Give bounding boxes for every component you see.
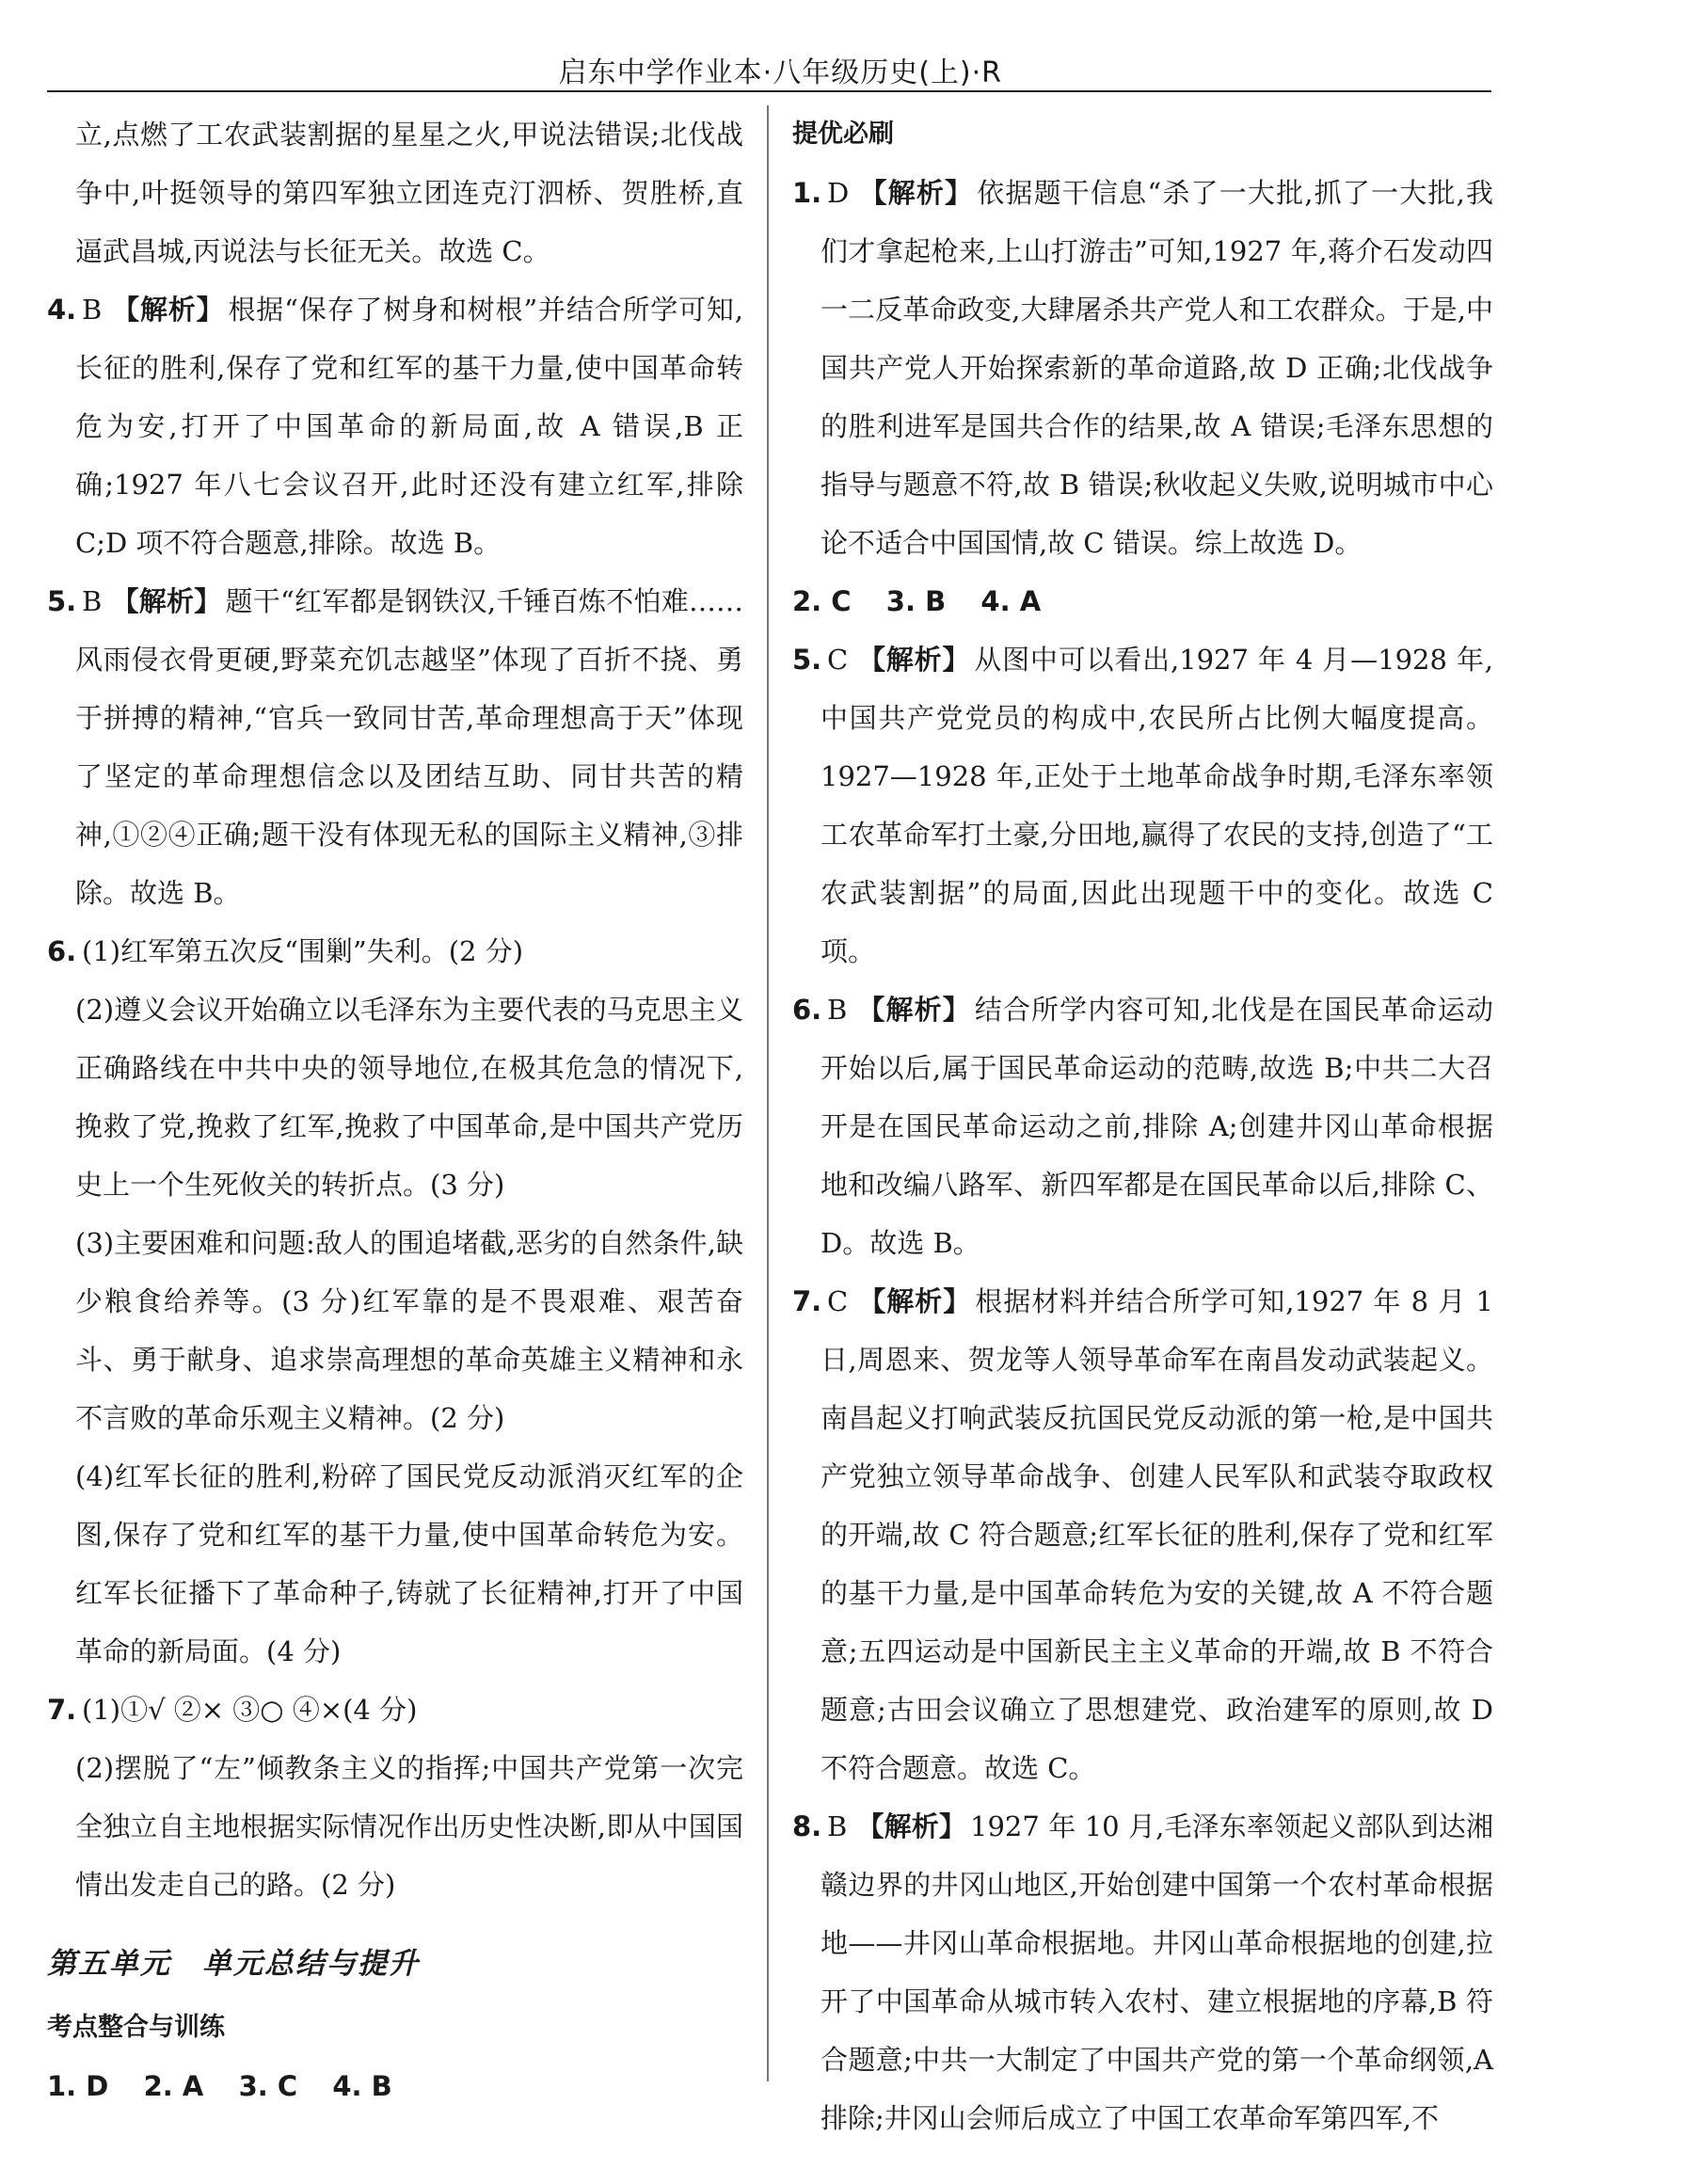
left-column <box>47 105 743 2102</box>
question-6-part-1: 6. (1)红军第五次反“围剿”失利。(2 分) <box>47 935 524 967</box>
answer-letter: B <box>82 585 103 617</box>
analysis-tag: 【解析】 <box>856 994 971 1026</box>
page-header <box>47 47 1491 92</box>
answer-item: 2. C <box>792 585 852 617</box>
analysis-tag: 【解析】 <box>858 177 974 209</box>
analysis-tag: 【解析】 <box>857 1285 972 1317</box>
answer-letter: B <box>82 294 103 326</box>
question-1: 1. D 【解析】 依据题干信息“杀了一大批,抓了一大批,我们才拿起枪来,上山打游击”可知,1927 年,蒋介石发动四一二反革命政变,大肆屠杀共产党人和工农群众。于是,中国共产党人开始探索新的革命道路,故 D 正确;北伐战争的胜利进军是国共合作的结果,故 A 错误;毛泽东思想的指导与题意不符,故 B 错误;秋收起义失败,说明城市中心论不适合中国国情,故 C 错误。综上故选 D。 <box>792 177 1493 559</box>
right-column <box>792 105 1493 2134</box>
answer-item: 4. A <box>980 585 1042 617</box>
analysis-text: 题干“红军都是钢铁汉,千锤百炼不怕难……风雨侵衣骨更硬,野菜充饥志越坚”体现了百折不挠、勇于拼搏的精神,“官兵一致同甘苦,革命理想高于天”体现了坚定的革命理想信念以及团结互助、同甘共苦的精神,①②④正确;题干没有体现无私的国际主义精神,③排除。故选 B。 <box>75 585 743 909</box>
column-divider <box>767 105 769 2081</box>
section-title: 第五单元 单元总结与提升 <box>47 1947 420 1981</box>
analysis-text: 根据“保存了树身和树根”并结合所学可知,长征的胜利,保存了党和红军的基干力量,使中国革命转危为安,打开了中国革命的新局面,故 A 错误,B 正确;1927 年八七会议召开,此时还没有建立红军,排除 C;D 项不符合题意,排除。故选 B。 <box>75 294 743 559</box>
question-5: 5. B 【解析】 题干“红军都是钢铁汉,千锤百炼不怕难……风雨侵衣骨更硬,野菜充饥志越坚”体现了百折不挠、勇于拼搏的精神,“官兵一致同甘苦,革命理想高于天”体现了坚定的革命理想信念以及团结互助、同甘共苦的精神,①②④正确;题干没有体现无私的国际主义精神,③排除。故选 B。 <box>47 585 743 909</box>
question-6-part-2: (2)遵义会议开始确立以毛泽东为主要代表的马克思主义正确路线在中共中央的领导地位,在极其危急的情况下,挽救了党,挽救了红军,挽救了中国革命,是中国共产党历史上一个生死攸关的转折点。(3 分) <box>75 994 743 1201</box>
answer-letter: B <box>827 1810 848 1842</box>
sub-title-advanced: 提优必刷 <box>792 120 894 149</box>
answer-item: 4. B <box>332 2070 392 2102</box>
answer-letter: D <box>827 177 850 209</box>
analysis-tag: 【解析】 <box>111 294 225 326</box>
answer-list <box>47 2057 743 2115</box>
answer-item: 1. D <box>47 2070 109 2102</box>
analysis-text: 根据材料并结合所学可知,1927 年 8 月 1 日,周恩来、贺龙等人领导革命军在南昌发动武装起义。南昌起义打响武装反抗国民党反动派的第一枪,是中国共产党独立领导革命战争、创建人民军队和武装夺取政权的开端,故 C 符合题意;红军长征的胜利,保存了党和红军的基干力量,是中国革命转危为安的关键,故 A 不符合题意;五四运动是中国新民主主义革命的开端,故 B 不符合题意;古田会议确立了思想建党、政治建军的原则,故 D 不符合题意。故选 C。 <box>821 1285 1493 1784</box>
answer-letter: C <box>827 644 849 676</box>
analysis-text: 结合所学内容可知,北伐是在国民革命运动开始以后,属于国民革命运动的范畴,故选 B;中共二大召开是在国民革命运动之前,排除 A;创建井冈山革命根据地和改编八路军、新四军都是在国民革命以后,排除 C、D。故选 B。 <box>821 994 1493 1259</box>
question-7: 7. C 【解析】 根据材料并结合所学可知,1927 年 8 月 1 日,周恩来、贺龙等人领导革命军在南昌发动武装起义。南昌起义打响武装反抗国民党反动派的第一枪,是中国共产党独立领导革命战争、创建人民军队和武装夺取政权的开端,故 C 符合题意;红军长征的胜利,保存了党和红军的基干力量,是中国革命转危为安的关键,故 A 不符合题意;五四运动是中国新民主主义革命的开端,故 B 不符合题意;古田会议确立了思想建党、政治建军的原则,故 D 不符合题意。故选 C。 <box>792 1285 1493 1784</box>
question-4: 4. B 【解析】 根据“保存了树身和树根”并结合所学可知,长征的胜利,保存了党和红军的基干力量,使中国革命转危为安,打开了中国革命的新局面,故 A 错误,B 正确;1927 年八七会议召开,此时还没有建立红军,排除 C;D 项不符合题意,排除。故选 B。 <box>47 294 743 559</box>
answer-list <box>792 572 1493 630</box>
question-6: 6. B 【解析】 结合所学内容可知,北伐是在国民革命运动开始以后,属于国民革命运动的范畴,故选 B;中共二大召开是在国民革命运动之前,排除 A;创建井冈山革命根据地和改编八路军、新四军都是在国民革命以后,排除 C、D。故选 B。 <box>792 994 1493 1259</box>
question-7-part-1: 7. (1)①√ ②× ③○ ④×(4 分) <box>47 1694 418 1726</box>
question-8: 8. B 【解析】 1927 年 10 月,毛泽东率领起义部队到达湘赣边界的井冈山地区,开始创建中国第一个农村革命根据地——井冈山革命根据地。井冈山革命根据地的创建,拉开了中国革命从城市转入农村、建立根据地的序幕,B 符合题意;中共一大制定了中国共产党的第一个革命纲领,A 排除;井冈山会师后成立了中国工农革命军第四军,不 <box>792 1810 1493 2134</box>
analysis-text: 依据题干信息“杀了一大批,抓了一大批,我们才拿起枪来,上山打游击”可知,1927 年,蒋介石发动四一二反革命政变,大肆屠杀共产党人和工农群众。于是,中国共产党人开始探索新的革命道路,故 D 正确;北伐战争的胜利进军是国共合作的结果,故 A 错误;毛泽东思想的指导与题意不符,故 B 错误;秋收起义失败,说明城市中心论不适合中国国情,故 C 错误。综上故选 D。 <box>821 177 1493 559</box>
answer-item: 2. A <box>143 2070 204 2102</box>
question-6-part-3: (3)主要困难和问题:敌人的围追堵截,恶劣的自然条件,缺少粮食给养等。(3 分)红军靠的是不畏艰难、艰苦奋斗、勇于献身、追求崇高理想的革命英雄主义精神和永不言败的革命乐观主义精神。(2 分) <box>75 1227 743 1434</box>
sub-title-training: 考点整合与训练 <box>47 2013 225 2042</box>
analysis-tag: 【解析】 <box>856 1810 967 1842</box>
analysis-tag: 【解析】 <box>111 585 222 617</box>
analysis-tag: 【解析】 <box>857 644 971 676</box>
header-title: 启东中学作业本·八年级历史(上)·R <box>558 56 1002 89</box>
analysis-text: 1927 年 10 月,毛泽东率领起义部队到达湘赣边界的井冈山地区,开始创建中国第一个农村革命根据地——井冈山革命根据地。井冈山革命根据地的创建,拉开了中国革命从城市转入农村、建立根据地的序幕,B 符合题意;中共一大制定了中国共产党的第一个革命纲领,A 排除;井冈山会师后成立了中国工农革命军第四军,不 <box>821 1810 1493 2134</box>
answer-item: 3. B <box>885 585 947 617</box>
question-7-part-2: (2)摆脱了“左”倾教条主义的指挥;中国共产党第一次完全独立自主地根据实际情况作出历史性决断,即从中国国情出发走自己的路。(2 分) <box>75 1752 743 1901</box>
question-5: 5. C 【解析】 从图中可以看出,1927 年 4 月—1928 年,中国共产党党员的构成中,农民所占比例大幅度提高。1927—1928 年,正处于土地革命战争时期,毛泽东率领工农革命军打土豪,分田地,赢得了农民的支持,创造了“工农武装割据”的局面,因此出现题干中的变化。故选 C 项。 <box>792 644 1493 967</box>
answer-item: 3. C <box>238 2070 298 2102</box>
question-6-part-4: (4)红军长征的胜利,粉碎了国民党反动派消灭红军的企图,保存了党和红军的基干力量,使中国革命转危为安。红军长征播下了革命种子,铸就了长征精神,打开了中国革命的新局面。(4 分) <box>75 1460 743 1667</box>
answer-letter: B <box>827 994 848 1026</box>
analysis-text: 从图中可以看出,1927 年 4 月—1928 年,中国共产党党员的构成中,农民所占比例大幅度提高。1927—1928 年,正处于土地革命战争时期,毛泽东率领工农革命军打土豪,分田地,赢得了农民的支持,创造了“工农武装割据”的局面,因此出现题干中的变化。故选 C 项。 <box>821 644 1493 967</box>
continued-paragraph: 立,点燃了工农武装割据的星星之火,甲说法错误;北伐战争中,叶挺领导的第四军独立团连克汀泗桥、贺胜桥,直逼武昌城,丙说法与长征无关。故选 C。 <box>75 119 743 267</box>
answer-letter: C <box>827 1285 849 1317</box>
